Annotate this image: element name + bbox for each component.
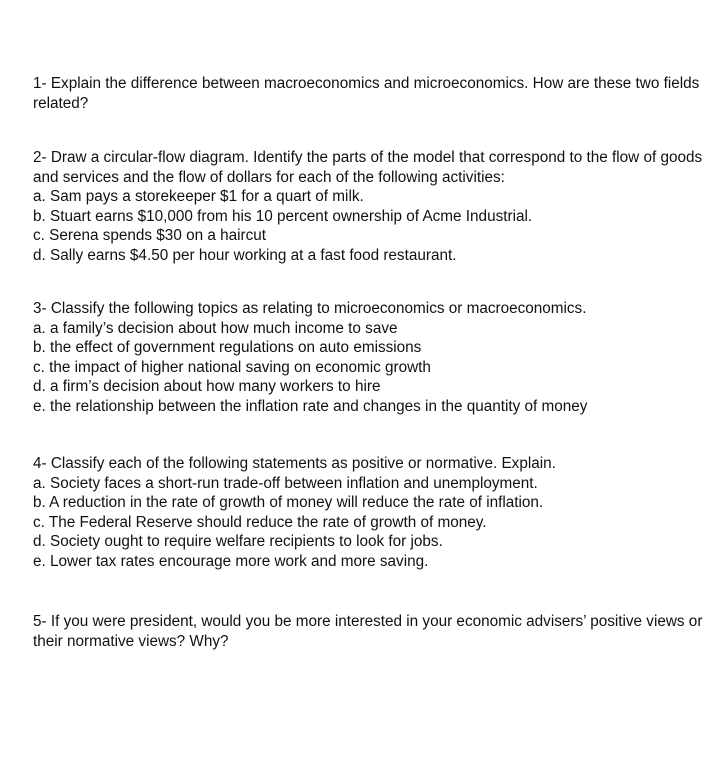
question-3-item-a: a. a family’s decision about how much income to save — [33, 319, 398, 337]
question-3-text: 3- Classify the following topics as relating to microeconomics or macroeconomics. — [33, 300, 587, 317]
question-2 — [33, 148, 713, 266]
question-4-item-e: e. Lower tax rates encourage more work and more saving. — [33, 552, 429, 570]
question-1 — [33, 74, 713, 113]
question-3-item-d: d. a firm’s decision about how many workers to hire — [33, 378, 381, 396]
question-4-item-c: c. The Federal Reserve should reduce the rate of growth of money. — [33, 513, 487, 531]
question-2-item-b: b. Stuart earns $10,000 from his 10 percent ownership of Acme Industrial. — [33, 207, 533, 225]
question-4-item-d: d. Society ought to require welfare recipients to look for jobs. — [33, 533, 443, 551]
question-2-item-c: c. Serena spends $30 on a haircut — [33, 227, 267, 245]
question-3-item-c: c. the impact of higher national saving on economic growth — [33, 358, 431, 376]
question-5-text: 5- If you were president, would you be more interested in your economic advisers’ positive views or their normative views? Why? — [33, 613, 703, 650]
question-4 — [33, 454, 713, 572]
question-4-item-a: a. Society faces a short-run trade-off between inflation and unemployment. — [33, 474, 538, 492]
question-5 — [33, 612, 713, 651]
question-3-item-b: b. the effect of government regulations on auto emissions — [33, 339, 422, 357]
question-4-item-b: b. A reduction in the rate of growth of money will reduce the rate of inflation. — [33, 494, 544, 512]
question-3 — [33, 299, 713, 417]
question-4-text: 4- Classify each of the following statements as positive or normative. Explain. — [33, 455, 556, 472]
document-body — [33, 74, 713, 650]
question-3-item-e: e. the relationship between the inflation rate and changes in the quantity of money — [33, 397, 588, 415]
question-1-text: 1- Explain the difference between macroeconomics and microeconomics. How are these two fields related? — [33, 75, 700, 112]
question-2-item-d: d. Sally earns $4.50 per hour working at a fast food restaurant. — [33, 246, 457, 264]
question-2-text: 2- Draw a circular-flow diagram. Identify the parts of the model that correspond to the flow of goods and services and the flow of dollars for each of the following activities: — [33, 149, 703, 186]
question-2-item-a: a. Sam pays a storekeeper $1 for a quart of milk. — [33, 188, 364, 206]
